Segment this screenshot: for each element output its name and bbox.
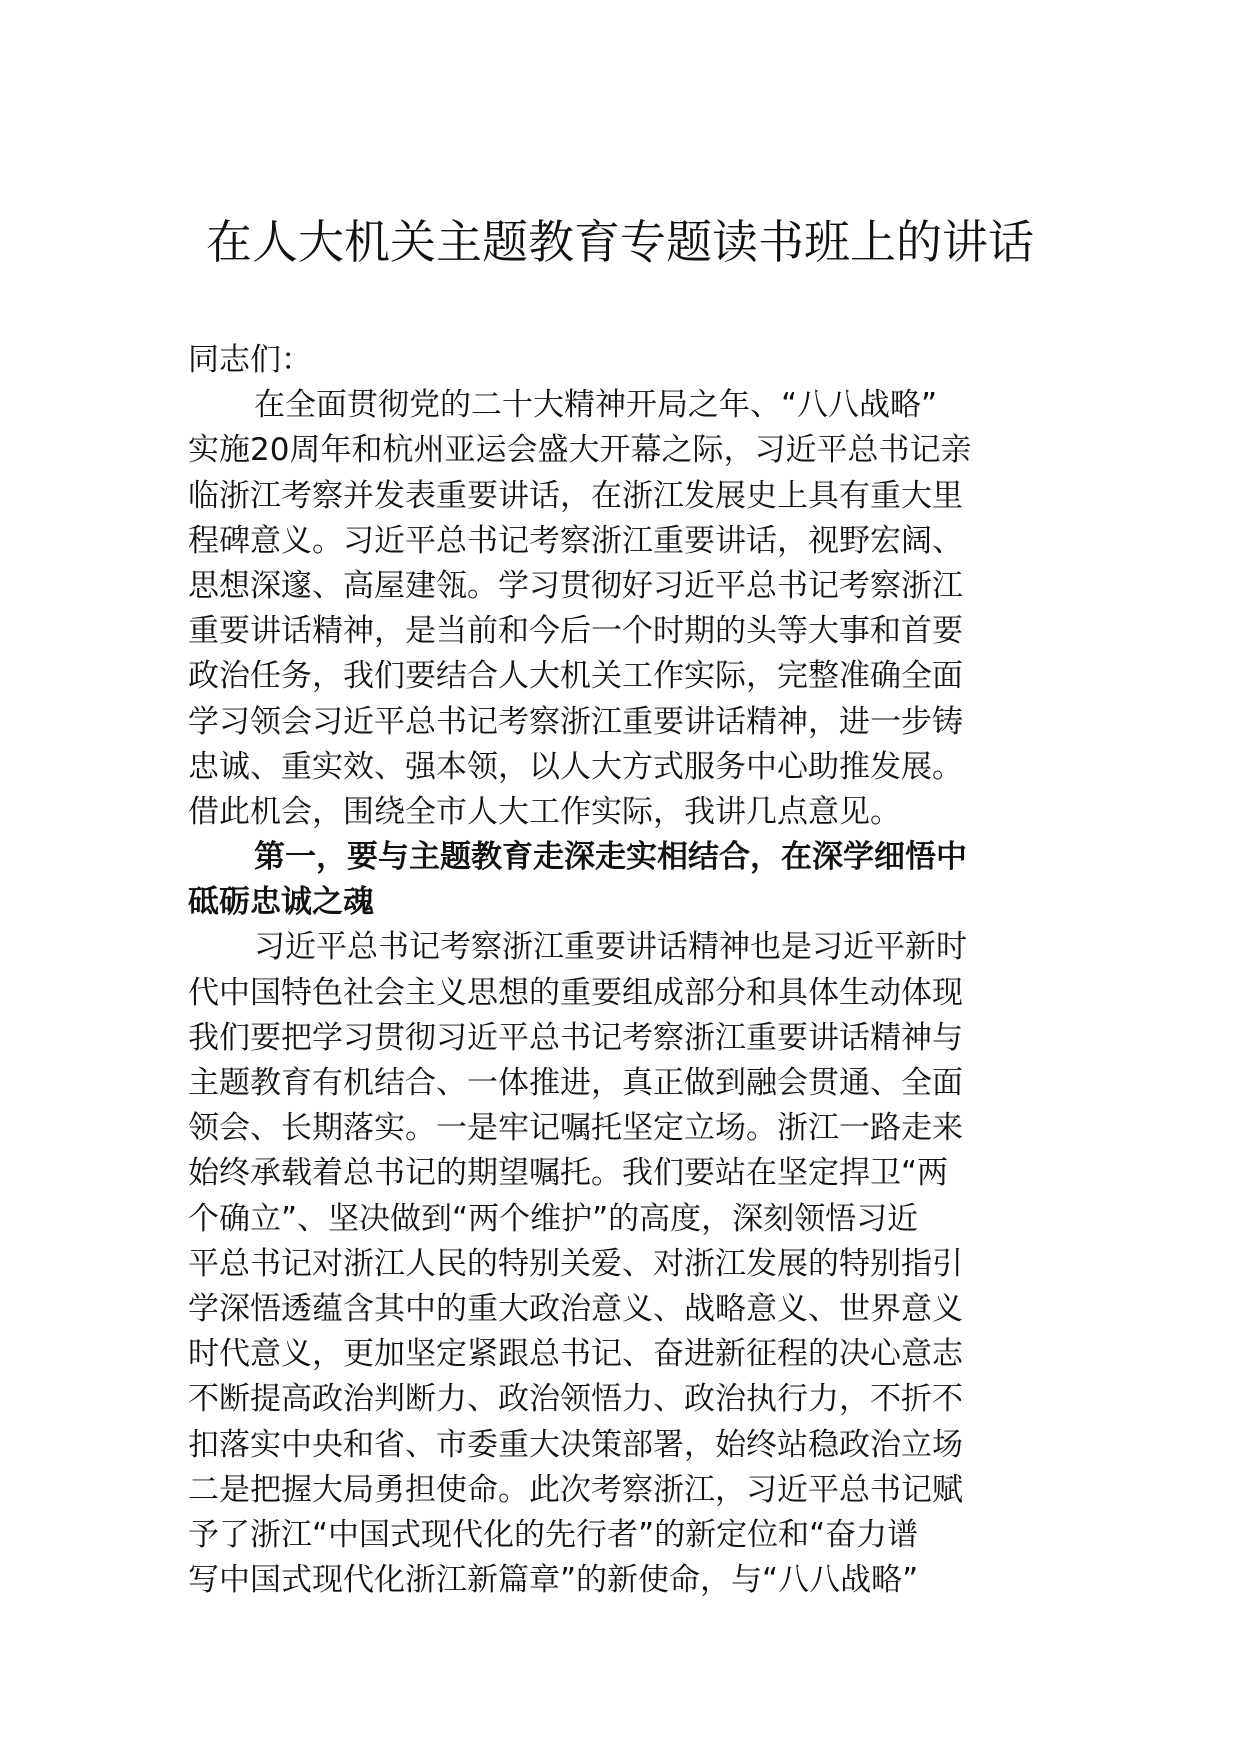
paragraph-line: 二是把握大局勇担使命。此次考察浙江，习近平总书记赋 bbox=[188, 1471, 963, 1508]
paragraph-line: 程碑意义。习近平总书记考察浙江重要讲话，视野宏阔、 bbox=[188, 522, 963, 559]
paragraph-line: 予了浙江“中国式现代化的先行者”的新定位和“奋力谱 bbox=[188, 1516, 919, 1553]
paragraph-line: 扣落实中央和省、市委重大决策部署，始终站稳政治立场 bbox=[188, 1426, 963, 1463]
paragraph-line: 政治任务，我们要结合人大机关工作实际，完整准确全面 bbox=[188, 658, 963, 695]
paragraph-line: 临浙江考察并发表重要讲话，在浙江发展史上具有重大里 bbox=[188, 477, 963, 514]
paragraph-line: 主题教育有机结合、一体推进，真正做到融会贯通、全面 bbox=[188, 1065, 963, 1101]
paragraph-line: 思想深邃、高屋建瓴。学习贯彻好习近平总书记考察浙江 bbox=[188, 567, 963, 604]
document-body bbox=[188, 338, 1058, 1603]
paragraph-line: 我们要把学习贯彻习近平总书记考察浙江重要讲话精神与 bbox=[188, 1019, 963, 1056]
paragraph-line: 习近平总书记考察浙江重要讲话精神也是习近平新时 bbox=[254, 929, 967, 966]
paragraph-line: 学深悟透蕴含其中的重大政治意义、战略意义、世界意义 bbox=[188, 1290, 963, 1327]
paragraph-line: 借此机会，围绕全市人大工作实际，我讲几点意见。 bbox=[188, 793, 901, 830]
paragraph-line: 始终承载着总书记的期望嘱托。我们要站在坚定捍卫“两 bbox=[188, 1155, 949, 1192]
paragraph-line: 平总书记对浙江人民的特别关爱、对浙江发展的特别指引 bbox=[188, 1245, 963, 1282]
section-heading-line: 砥砺忠诚之魂 bbox=[188, 884, 374, 921]
paragraph-line: 时代意义，更加坚定紧跟总书记、奋进新征程的决心意志 bbox=[188, 1336, 963, 1373]
document-title: 在人大机关主题教育专题读书班上的讲话 bbox=[206, 215, 1034, 269]
paragraph-line: 在全面贯彻党的二十大精神开局之年、“八八战略” bbox=[254, 387, 938, 424]
paragraph-line: 实施20周年和杭州亚运会盛大开幕之际，习近平总书记亲 bbox=[188, 432, 972, 469]
paragraph-line: 领会、长期落实。一是牢记嘱托坚定立场。浙江一路走来 bbox=[188, 1110, 963, 1147]
paragraph-line: 写中国式现代化浙江新篇章”的新使命，与“八八战略” bbox=[188, 1562, 919, 1599]
paragraph-line: 重要讲话精神，是当前和今后一个时期的头等大事和首要 bbox=[188, 613, 963, 650]
paragraph-line: 代中国特色社会主义思想的重要组成部分和具体生动体现 bbox=[188, 974, 963, 1011]
paragraph-line: 个确立”、坚决做到“两个维护”的高度，深刻领悟习近 bbox=[188, 1200, 919, 1237]
paragraph-line: 同志们： bbox=[188, 342, 312, 378]
paragraph-line: 忠诚、重实效、强本领，以人大方式服务中心助推发展。 bbox=[188, 748, 963, 785]
paragraph-line: 学习领会习近平总书记考察浙江重要讲话精神，进一步铸 bbox=[188, 703, 963, 740]
paragraph-line: 不断提高政治判断力、政治领悟力、政治执行力，不折不 bbox=[188, 1381, 963, 1418]
section-heading-line: 第一，要与主题教育走深走实相结合，在深学细悟中 bbox=[254, 839, 967, 876]
